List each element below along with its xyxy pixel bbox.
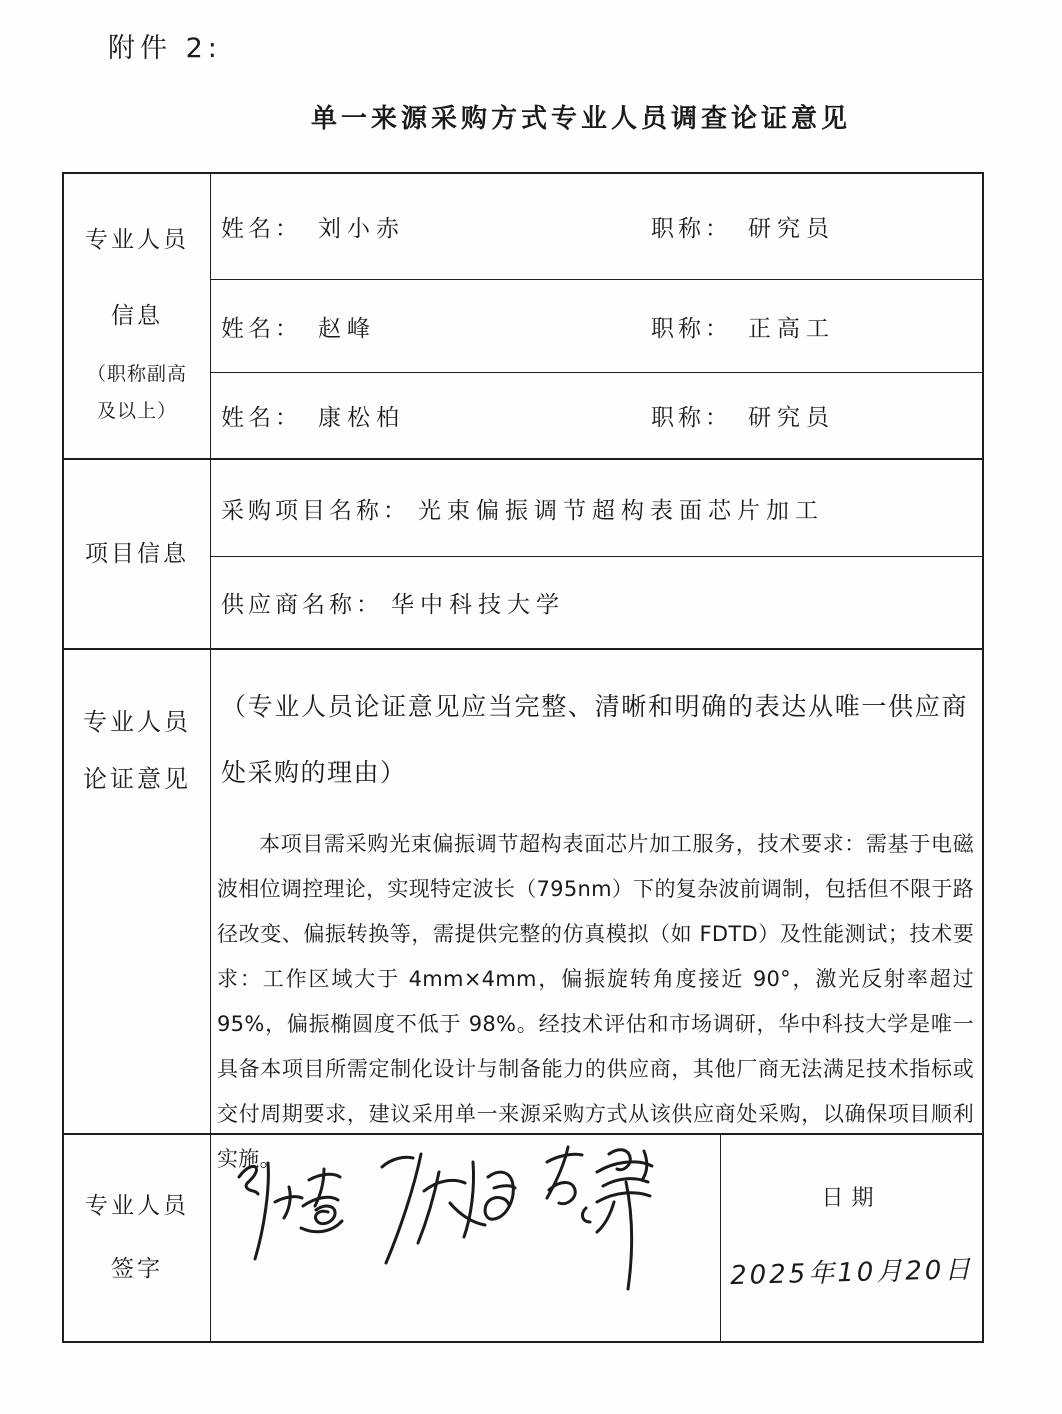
- supplier-label: 供应商名称：: [221, 592, 383, 618]
- title-value: 研究员: [748, 216, 835, 242]
- project-section: [64, 460, 982, 650]
- title-field: [651, 310, 835, 343]
- document-title: 单一来源采购方式专业人员调查论证意见: [310, 104, 851, 134]
- personnel-row-1: [211, 174, 982, 280]
- date-cell: [721, 1135, 982, 1341]
- title-value: 研究员: [748, 405, 835, 431]
- personnel-header-note-line2: 及以上）: [96, 400, 177, 422]
- form-table: [62, 172, 984, 1343]
- signature-section: [64, 1135, 982, 1341]
- name-value: 康松柏: [318, 405, 405, 431]
- personnel-header-note-line1: （职称副高: [86, 363, 187, 385]
- name-label: 姓名：: [221, 315, 302, 342]
- opinion-content-cell: [211, 650, 982, 1171]
- opinion-instruction-note: （专业人员论证意见应当完整、清晰和明确的表达从唯一供应商处采购的理由）: [221, 692, 968, 787]
- title-field: [651, 399, 835, 432]
- project-name-label: 采购项目名称：: [221, 497, 410, 524]
- opinion-header-cell: [64, 650, 211, 1133]
- project-rows: [211, 460, 982, 648]
- name-label: 姓名：: [221, 216, 302, 242]
- title-label: 职称：: [651, 315, 732, 342]
- opinion-header-line2: 论证意见: [83, 765, 191, 793]
- supplier-field: [221, 586, 565, 619]
- date-label: 日期: [821, 1186, 882, 1211]
- supplier-value: 华中科技大学: [391, 592, 565, 618]
- name-value: 赵峰: [318, 315, 376, 342]
- name-value: 刘小赤: [318, 216, 405, 242]
- signature-header-line2: 签字: [111, 1256, 163, 1282]
- name-label: 姓名：: [221, 405, 302, 431]
- handwritten-signatures: [211, 1135, 721, 1342]
- signature-2: [382, 1154, 515, 1263]
- personnel-row-2: [211, 280, 982, 373]
- signature-3: [547, 1147, 652, 1289]
- personnel-header-cell: [64, 174, 211, 458]
- personnel-header-line1: 专业人员: [85, 227, 189, 253]
- signature-header-cell: [64, 1135, 211, 1341]
- title-label: 职称：: [651, 216, 732, 242]
- personnel-section: [64, 174, 982, 460]
- signature-1: [239, 1163, 342, 1259]
- project-name-value: 光束偏振调节超构表面芯片加工: [418, 497, 824, 524]
- title-value: 正高工: [748, 315, 835, 342]
- supplier-row: [211, 557, 982, 648]
- title-label: 职称：: [651, 405, 732, 431]
- title-field: [651, 210, 835, 243]
- project-header-cell: [64, 460, 211, 648]
- name-field: [221, 399, 405, 432]
- opinion-header-line1: 专业人员: [83, 708, 191, 736]
- signature-header-line1: 专业人员: [85, 1193, 189, 1219]
- personnel-header-line2: 信息: [111, 303, 163, 329]
- name-field: [221, 210, 405, 243]
- signatures-cell: [211, 1135, 721, 1341]
- opinion-section: [64, 650, 982, 1171]
- opinion-body-text: 本项目需采购光束偏振调节超构表面芯片加工服务，技术要求：需基于电磁波相位调控理论，实现特定波长（795nm）下的复杂波前调制，包括但不限于路径改变、偏振转换等，需提供完整的仿真模拟（如 FDTD）及性能测试；技术要求：工作区域大于 4mm×4mm，偏振旋转角度接近 90°，激光反射率超过 95%，偏振椭圆度不低于 98%。经技术评估和市场调研，华中科技大学是唯一具备本项目所需定制化设计与制备能力的供应商，其他厂商无法满足技术指标或交付周期要求，建议采用单一来源采购方式从该供应商处采购，以确保项目顺利实施。: [217, 832, 974, 1171]
- personnel-row-3: [211, 373, 982, 458]
- name-field: [221, 310, 376, 343]
- personnel-rows: [211, 174, 982, 458]
- project-name-row: [211, 460, 982, 557]
- project-name-field: [221, 492, 824, 525]
- attachment-label: 附件 2:: [108, 33, 222, 64]
- project-header: 项目信息: [85, 541, 189, 567]
- date-value: 2025年10月20日: [729, 1254, 974, 1292]
